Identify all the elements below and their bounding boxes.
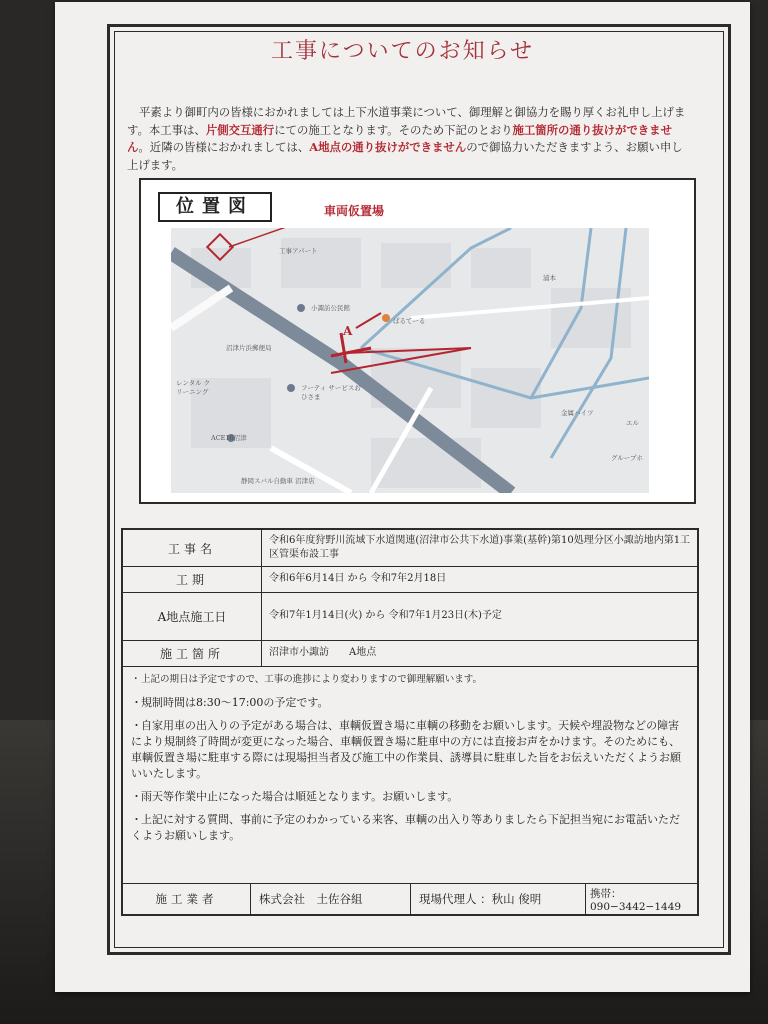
map-place: 小諏訪公民館	[311, 304, 350, 312]
table-row	[123, 566, 697, 593]
row-label: 工期	[123, 566, 262, 592]
notice-paper	[55, 2, 750, 992]
street-map	[171, 228, 649, 493]
map-graphic	[171, 228, 649, 493]
map-place: ぱるてーる	[393, 317, 426, 325]
row-value: 沼津市小諏訪 A地点	[269, 647, 377, 658]
map-place: グループホ	[611, 454, 643, 462]
contractor-footer	[123, 883, 697, 914]
row-value: 令和6年6月14日 から 令和7年2月18日	[269, 573, 447, 584]
parking-label: 車両仮置場	[324, 204, 385, 218]
intro-paragraph: 平素より御町内の皆様におかれましては上下水道事業について、御理解と御協力を賜り厚くお礼申し上げます。本工事は、片側交互通行にての施工となります。そのため下記のとおり施工箇所の通り抜けができません。近隣の皆様におかれましては、A地点の通り抜けができませんので御協力いただきますよう、お願い申し上げます。	[127, 105, 686, 172]
site-agent: 現場代理人 ：秋山 俊明	[411, 884, 586, 914]
location-map-box	[139, 178, 696, 504]
map-place: 浦本	[543, 274, 556, 282]
info-table	[121, 528, 699, 916]
notes-list	[131, 672, 686, 851]
row-label: 工事名	[123, 530, 262, 566]
map-place: 工事アパート	[279, 247, 318, 255]
note-item: ・上記に対する質問、事前に予定のわかっている来客、車輌の出入り等ありましたら下記担当宛にお電話いただくようお願いします。	[131, 813, 680, 842]
note-item: ・自家用車の出入りの予定がある場合は、車輌仮置き場に車輌の移動をお願いします。天候や埋設物などの障害により規制終了時間が変更になった場合、車輌仮置き場に駐車中の方には直接お声をかけます。そのためにも、車輌仮置き場に駐車する際には現場担当者及び施工中の作業員、誘導員に駐車した旨をお伝えいただくようお願いいたします。	[131, 719, 681, 780]
row-value: 令和7年1月14日(火) から 令和7年1月23日(木)予定	[269, 610, 502, 621]
row-value: 令和6年度狩野川流域下水道関連(沼津市公共下水道)事業(基幹)第10処理分区小諏訪地内第1工区管渠布設工事	[269, 535, 691, 560]
intro-highlight-2: 施工箇所の通り抜けができません	[127, 122, 672, 154]
row-label: A地点施工日	[123, 592, 262, 640]
company-name: 株式会社 土佐谷組	[251, 884, 411, 914]
phone-number: 携帯：090−3442−1449	[590, 887, 682, 913]
map-place: ACE16沼津	[211, 434, 247, 442]
note-item: ・雨天等作業中止になった場合は順延となります。お願いします。	[131, 790, 459, 803]
table-row	[123, 530, 697, 567]
intro-highlight-1: 片側交互通行	[205, 122, 275, 137]
map-place: フーティ サービスおひさま	[301, 384, 361, 401]
note-item: ・規制時間は8:30～17:00の予定です。	[131, 696, 329, 709]
map-place: エル	[626, 419, 639, 427]
note-item: ・上記の期日は予定ですので、工事の進捗により変わりますので御理解願います。	[131, 674, 483, 685]
table-row	[123, 640, 697, 667]
table-row	[123, 592, 697, 641]
intro-highlight-3: A地点の通り抜けができません	[309, 140, 467, 154]
point-a-label: A	[343, 324, 353, 338]
row-label: 施工箇所	[123, 640, 262, 666]
contractor-label: 施工業者	[123, 884, 251, 914]
map-place: レンタル クリーニング	[176, 379, 211, 396]
map-place: 静岡スバル自動車 沼津店	[241, 477, 315, 485]
notice-title: 工事についてのお知らせ	[271, 39, 534, 64]
map-title: 位置図	[158, 192, 272, 222]
map-place: 金属ハイツ	[561, 409, 594, 417]
map-place: 沼津片浜郵便局	[226, 344, 272, 352]
